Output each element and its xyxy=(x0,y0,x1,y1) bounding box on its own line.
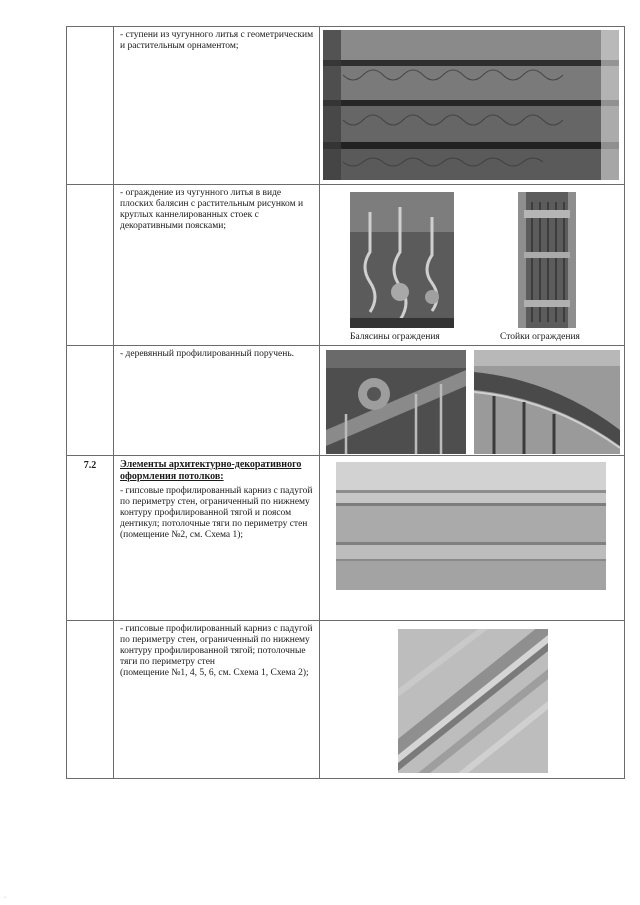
table-row xyxy=(67,456,625,621)
row-number xyxy=(67,185,114,346)
row-description xyxy=(114,621,320,779)
balusters-caption: Балясины ограждения xyxy=(350,332,440,342)
description-text: - ограждение из чугунного литья в виде плоских балясин с растительным рисунком и круглых каннелированных стоек с декоративными поясками; xyxy=(120,188,304,231)
table-row xyxy=(67,621,625,779)
table-row xyxy=(67,346,625,456)
row-description xyxy=(114,27,320,185)
row-number xyxy=(67,621,114,779)
elements-table xyxy=(66,26,625,779)
posts-caption: Стойки ограждения xyxy=(500,332,580,342)
row-description xyxy=(114,185,320,346)
description-text: - гипсовые профилированный карниз с падугой по периметру стен, ограниченный по нижнему контуру профилированной тягой и поясом дентикул; потолочные тяги по периметру стен (помещение №2, см. Схема 1); xyxy=(120,486,313,540)
handrail-photo-left xyxy=(326,350,466,454)
posts-photo xyxy=(518,192,576,328)
photo-cell xyxy=(320,621,625,779)
photo-cell xyxy=(320,185,625,346)
table-row xyxy=(67,185,625,346)
cast-iron-steps-photo xyxy=(323,30,619,180)
description-text: - деревянный профилированный поручень. xyxy=(120,349,295,359)
photo-cell xyxy=(320,27,625,185)
table-row xyxy=(67,27,625,185)
cornice-photo xyxy=(336,462,606,590)
section-heading: Элементы архитектурно-декоративного оформления потолков: xyxy=(120,459,302,482)
row-number xyxy=(67,27,114,185)
page-corner-mark: · xyxy=(4,895,6,901)
description-text: - гипсовые профилированный карниз с падугой по периметру стен, ограниченный по нижнему контуру профилированной тягой; потолочные тяги по периметру стен (помещение №1, 4, 5, 6, см. Схема 1, Схема 2); xyxy=(120,624,313,678)
description-text: - ступени из чугунного литья с геометрическим и растительным орнаментом; xyxy=(120,30,314,51)
balusters-photo xyxy=(350,192,454,328)
photo-cell xyxy=(320,346,625,456)
handrail-photo-right xyxy=(474,350,620,454)
row-number: 7.2 xyxy=(67,456,114,621)
ceiling-rods-photo xyxy=(398,629,548,773)
row-description xyxy=(114,346,320,456)
row-number xyxy=(67,346,114,456)
photo-cell xyxy=(320,456,625,621)
row-description xyxy=(114,456,320,621)
